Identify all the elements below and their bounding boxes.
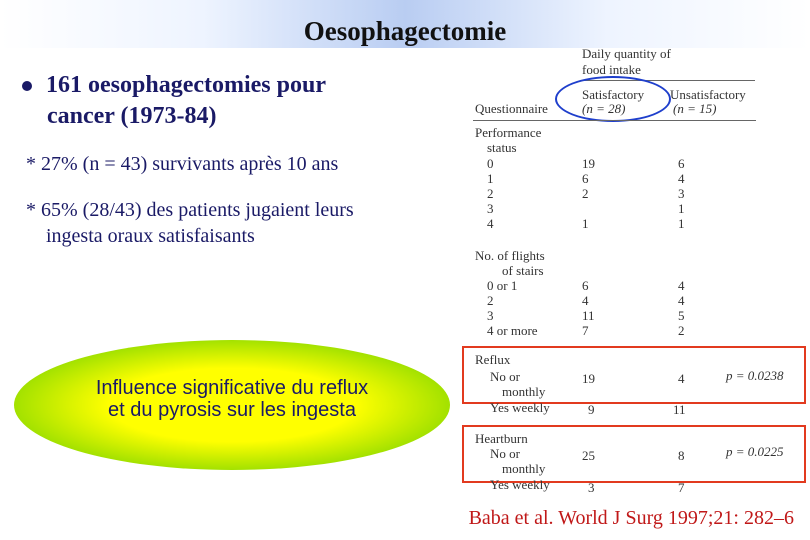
stairs-row-sat-3: 7 xyxy=(582,323,589,338)
performance-row-label-3: 3 xyxy=(487,201,494,216)
col-satisfactory-n: (n = 28) xyxy=(582,101,626,116)
heartburn-no-label-1: No or xyxy=(490,446,520,461)
performance-row-unsat-2: 3 xyxy=(678,186,685,201)
heartburn-yes-unsat: 7 xyxy=(678,480,685,495)
performance-label-2: status xyxy=(487,140,517,155)
performance-row-label-1: 1 xyxy=(487,171,494,186)
stairs-row-sat-1: 4 xyxy=(582,293,589,308)
heartburn-no-sat: 25 xyxy=(582,448,595,463)
performance-row-label-2: 2 xyxy=(487,186,494,201)
reflux-no-label-2: monthly xyxy=(502,384,546,399)
bullet-line-2: cancer (1973-84) xyxy=(47,103,217,130)
bullet-dot-icon xyxy=(22,81,32,91)
header-rule xyxy=(473,120,756,121)
stairs-label-2: of stairs xyxy=(502,263,544,278)
performance-row-unsat-4: 1 xyxy=(678,216,685,231)
performance-row-sat-0: 19 xyxy=(582,156,595,171)
reflux-yes-sat: 9 xyxy=(588,402,595,417)
heartburn-p-value: p = 0.0225 xyxy=(726,444,784,459)
stairs-row-unsat-3: 2 xyxy=(678,323,685,338)
performance-row-sat-1: 6 xyxy=(582,171,589,186)
stairs-row-unsat-2: 5 xyxy=(678,308,685,323)
reflux-no-label-1: No or xyxy=(490,369,520,384)
heartburn-no-label-2: monthly xyxy=(502,461,546,476)
stairs-label-1: No. of flights xyxy=(475,248,545,263)
performance-row-unsat-1: 4 xyxy=(678,171,685,186)
highlight-line-1: Influence significative du reflux xyxy=(95,377,369,399)
col-unsatisfactory-n: (n = 15) xyxy=(673,101,717,116)
citation: Baba et al. World J Surg 1997;21: 282–6 xyxy=(468,507,794,529)
performance-row-label-4: 4 xyxy=(487,216,494,231)
satisfactory-highlight-oval xyxy=(555,76,671,122)
performance-row-unsat-3: 1 xyxy=(678,201,685,216)
reflux-yes-unsat: 11 xyxy=(673,402,686,417)
reflux-p-value: p = 0.0238 xyxy=(726,368,784,383)
satisfaction-line-2: ingesta oraux satisfaisants xyxy=(46,225,255,247)
col-unsatisfactory: Unsatisfactory xyxy=(670,87,746,102)
heartburn-yes-label: Yes weekly xyxy=(490,477,550,492)
bullet-line-1: 161 oesophagectomies pour xyxy=(46,72,326,98)
highlight-text xyxy=(14,377,450,421)
heartburn-label: Heartburn xyxy=(475,431,528,446)
stairs-row-label-1: 2 xyxy=(487,293,494,308)
performance-row-sat-2: 2 xyxy=(582,186,589,201)
reflux-yes-label: Yes weekly xyxy=(490,400,550,415)
main-bullet xyxy=(22,70,326,132)
heartburn-no-unsat: 8 xyxy=(678,448,685,463)
survival-point: * 27% (n = 43) survivants après 10 ans xyxy=(26,153,339,175)
stairs-row-label-3: 4 or more xyxy=(487,323,538,338)
heartburn-yes-sat: 3 xyxy=(588,480,595,495)
stairs-row-sat-2: 11 xyxy=(582,308,595,323)
performance-label-1: Performance xyxy=(475,125,542,140)
stairs-row-label-2: 3 xyxy=(487,308,494,323)
header-top-1: Daily quantity of xyxy=(582,46,671,61)
satisfaction-line-1: * 65% (28/43) des patients jugaient leurs xyxy=(26,199,354,221)
performance-row-label-0: 0 xyxy=(487,156,494,171)
slide-title: Oesophagectomie xyxy=(303,16,507,46)
stairs-row-unsat-0: 4 xyxy=(678,278,685,293)
reflux-no-unsat: 4 xyxy=(678,371,685,386)
reflux-label: Reflux xyxy=(475,352,511,367)
col-questionnaire: Questionnaire xyxy=(475,101,548,116)
satisfaction-point xyxy=(26,197,354,249)
reflux-no-sat: 19 xyxy=(582,371,595,386)
performance-row-sat-4: 1 xyxy=(582,216,589,231)
header-top-2: food intake xyxy=(582,62,641,77)
col-satisfactory: Satisfactory xyxy=(582,87,645,102)
performance-row-unsat-0: 6 xyxy=(678,156,685,171)
highlight-line-2: et du pyrosis sur les ingesta xyxy=(108,399,356,421)
stairs-row-sat-0: 6 xyxy=(582,278,589,293)
stairs-row-unsat-1: 4 xyxy=(678,293,685,308)
stairs-row-label-0: 0 or 1 xyxy=(487,278,518,293)
